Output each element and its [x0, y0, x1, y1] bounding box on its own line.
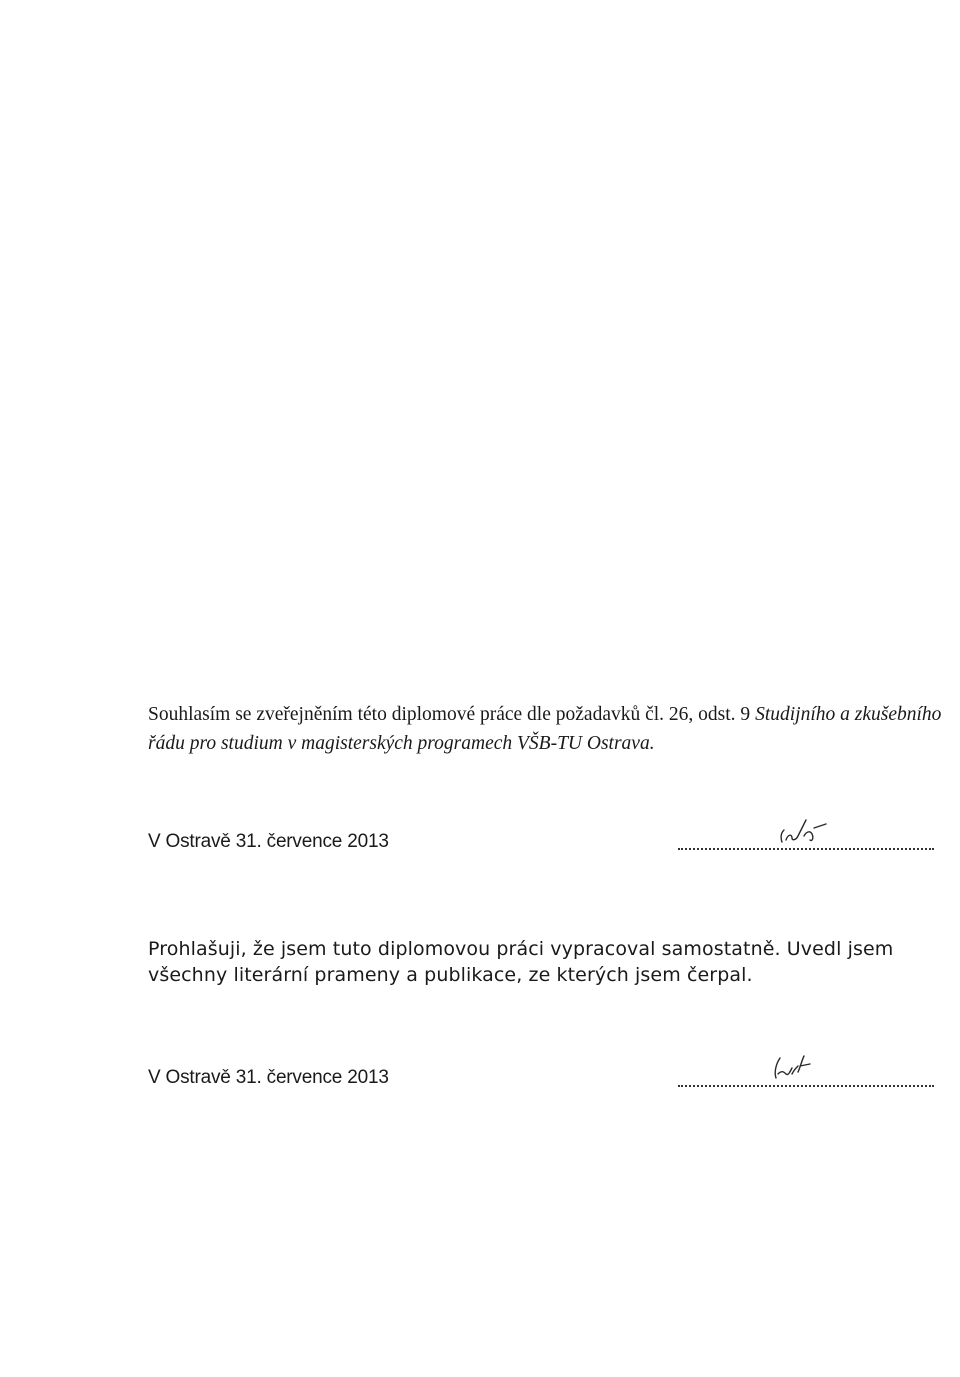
handwritten-signature-icon	[770, 806, 830, 850]
place-date-2: V Ostravě 31. července 2013	[148, 1067, 389, 1088]
declaration-statement: Prohlašuji, že jsem tuto diplomovou práci vypracoval samostatně. Uvedl jsem všechny literární prameny a publikace, ze kterých jsem čerpal.	[148, 938, 894, 986]
consent-text-italic: Studijního a zkušebního řádu pro studium v magisterských programech VŠB-TU Ostrava.	[148, 704, 942, 754]
place-date-1: V Ostravě 31. července 2013	[148, 831, 389, 852]
consent-statement	[148, 700, 948, 758]
handwritten-signature-icon	[758, 1050, 818, 1086]
consent-text-plain: Souhlasím se zveřejněním této diplomové práce dle požadavků čl. 26, odst. 9	[148, 704, 756, 725]
